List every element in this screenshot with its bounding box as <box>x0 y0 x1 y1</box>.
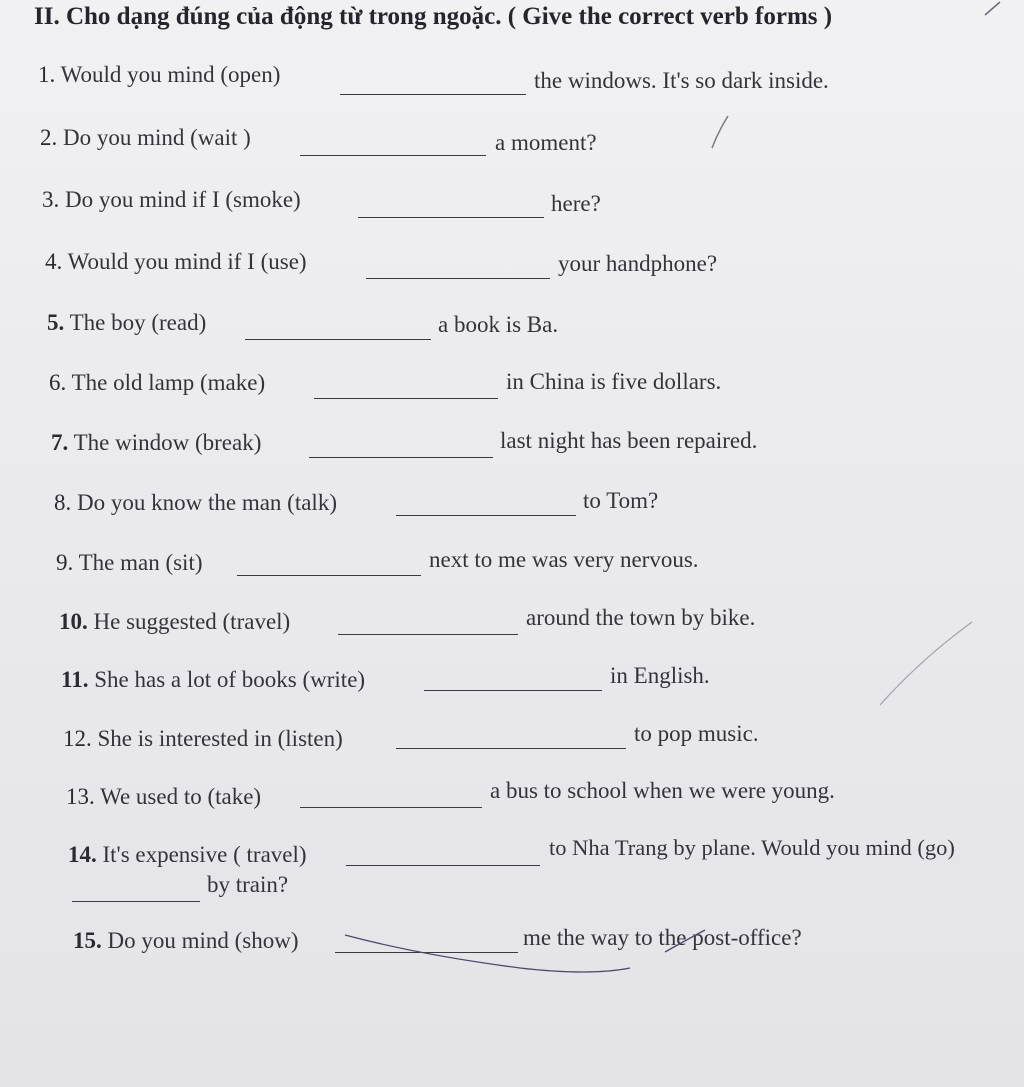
item-continuation-15: me the way to the post-office? <box>523 925 802 950</box>
pen-tick-mark <box>712 116 728 148</box>
exercise-item-6 <box>49 370 265 396</box>
item-prompt: The boy (read) <box>69 310 207 335</box>
item-prompt: Would you mind (open) <box>60 62 281 87</box>
item-prompt: Do you mind (wait ) <box>63 125 251 150</box>
answer-blank-15[interactable] <box>335 952 518 953</box>
answer-blank-5[interactable] <box>245 339 431 340</box>
answer-blank-6[interactable] <box>314 398 498 399</box>
exercise-item-13 <box>66 784 261 810</box>
item-prompt: Would you mind if I (use) <box>67 249 307 274</box>
item-number: 3. <box>42 187 60 212</box>
answer-blank-2[interactable] <box>300 155 486 156</box>
answer-blank-8[interactable] <box>396 515 576 516</box>
item-continuation-2: a moment? <box>495 130 597 155</box>
answer-blank-13[interactable] <box>300 807 482 808</box>
pen-diagonal-stroke <box>880 622 972 705</box>
item-number: 6. <box>49 370 67 395</box>
exercise-item-12 <box>63 726 343 752</box>
item-continuation-11: in English. <box>610 663 710 688</box>
item-number: 15. <box>73 928 102 953</box>
item-number: 9. <box>56 550 74 575</box>
item-prompt: She has a lot of books (write) <box>94 667 366 692</box>
item-number: 7. <box>51 430 69 455</box>
exercise-item-11 <box>61 667 365 693</box>
item-number: 8. <box>54 490 72 515</box>
exercise-item-15 <box>73 928 299 954</box>
item-continuation-10: around the town by bike. <box>526 605 756 630</box>
exercise-item-1 <box>38 62 280 88</box>
item-continuation-9: next to me was very nervous. <box>429 547 699 572</box>
item-number: 2. <box>40 125 58 150</box>
item-continuation-14-line2: by train? <box>207 872 289 897</box>
exercise-item-9 <box>56 550 203 576</box>
item-number: 10. <box>59 609 88 634</box>
pen-stroke-top-right <box>985 2 1000 15</box>
answer-blank-12[interactable] <box>396 748 626 749</box>
item-continuation-7: last night has been repaired. <box>500 428 758 453</box>
item-continuation-8: to Tom? <box>583 488 659 513</box>
item-prompt: The man (sit) <box>78 550 203 575</box>
answer-blank-4[interactable] <box>366 278 550 279</box>
answer-blank-14b[interactable] <box>72 901 200 902</box>
item-continuation-4: your handphone? <box>558 251 718 276</box>
item-number: 1. <box>38 62 56 87</box>
item-prompt: The old lamp (make) <box>71 370 266 395</box>
item-prompt: Do you mind if I (smoke) <box>65 187 301 212</box>
answer-blank-1[interactable] <box>340 94 526 95</box>
item-continuation-12: to pop music. <box>634 721 759 746</box>
answer-blank-14a[interactable] <box>346 865 540 866</box>
item-number: 12. <box>63 726 92 751</box>
answer-blank-10[interactable] <box>338 634 518 635</box>
item-number: 14. <box>68 842 97 867</box>
item-prompt: He suggested (travel) <box>93 609 291 634</box>
item-prompt: We used to (take) <box>100 784 262 809</box>
item-prompt: It's expensive ( travel) <box>102 842 307 867</box>
item-continuation-14: to Nha Trang by plane. Would you mind (go) <box>549 835 955 860</box>
item-continuation-5: a book is Ba. <box>438 312 559 337</box>
exercise-item-3 <box>42 187 301 213</box>
exercise-item-5 <box>47 310 206 336</box>
exercise-item-10 <box>59 609 290 635</box>
exercise-item-7 <box>51 430 261 456</box>
exercise-heading: II. Cho dạng đúng của động từ trong ngoặc. ( Give the correct verb forms ) <box>34 3 833 30</box>
item-number: 5. <box>47 310 65 335</box>
answer-blank-3[interactable] <box>358 217 544 218</box>
item-prompt: Do you know the man (talk) <box>77 490 337 515</box>
exercise-item-8 <box>54 490 337 516</box>
item-number: 4. <box>45 249 63 274</box>
item-prompt: She is interested in (listen) <box>97 726 343 751</box>
item-continuation-1: the windows. It's so dark inside. <box>534 68 829 93</box>
answer-blank-11[interactable] <box>424 690 602 691</box>
item-prompt: The window (break) <box>73 430 262 455</box>
exercise-item-14 <box>68 842 307 868</box>
item-prompt: Do you mind (show) <box>107 928 299 953</box>
exercise-item-2 <box>40 125 251 151</box>
item-number: 11. <box>61 667 89 692</box>
exercise-item-4 <box>45 249 307 275</box>
item-continuation-13: a bus to school when we were young. <box>490 778 835 803</box>
item-continuation-3: here? <box>551 191 601 216</box>
item-continuation-6: in China is five dollars. <box>506 369 722 394</box>
item-number: 13. <box>66 784 95 809</box>
answer-blank-7[interactable] <box>309 457 493 458</box>
answer-blank-9[interactable] <box>237 575 421 576</box>
